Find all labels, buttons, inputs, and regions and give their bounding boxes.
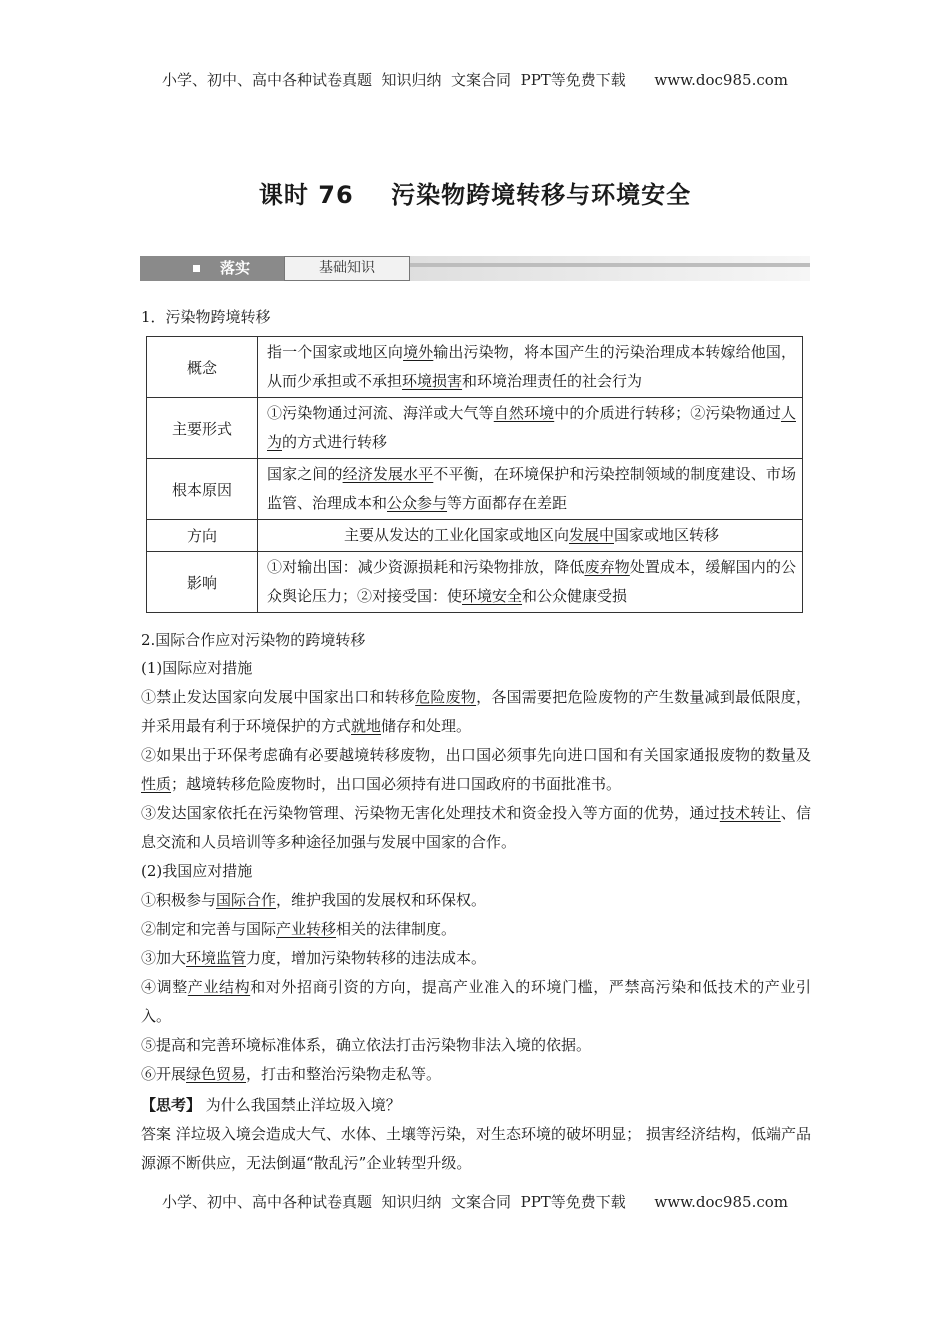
list-item — [141, 915, 811, 944]
list-item — [141, 1031, 811, 1060]
text-run: ⑤提高和完善环境标准体系，确立依法打击污染物非法入境的依据。 — [141, 1036, 592, 1054]
section2-heading: 2.国际合作应对污染物的跨境转移 — [141, 631, 366, 649]
row-key: 方向 — [147, 520, 258, 552]
text-run: ①污染物通过河流、海洋或大气等 — [267, 404, 494, 422]
text-run: 储存和处理。 — [381, 717, 472, 735]
think-block — [141, 1091, 811, 1178]
list-item — [141, 886, 811, 915]
row-key: 根本原因 — [147, 459, 258, 520]
text-run: 处置成本，缓解国内的公众舆论压力；②对接受国：使 — [267, 558, 796, 605]
answer-blank: 环境监管 — [186, 949, 247, 967]
text-run: ③发达国家依托在污染物管理、污染物无害化处理技术和资金投入等方面的优势，通过 — [141, 804, 720, 822]
section2-body — [141, 654, 811, 1089]
text-run: ①禁止发达国家向发展中国家出口和转移 — [141, 688, 416, 706]
answer-blank: 自然环境 — [493, 404, 555, 422]
text-run: ⑥开展 — [141, 1065, 187, 1083]
list-item — [141, 799, 811, 857]
answer-blank: 发展中 — [568, 526, 614, 544]
text-run: ②如果出于环保考虑确有必要越境转移废物，出口国必须事先向进口国和有关国家通报废物的数量及 — [141, 746, 811, 764]
page-header: 小学、初中、高中各种试卷真题 知识归纳 文案合同 PPT等免费下载 www.doc985.com — [161, 71, 788, 89]
text-run: 的方式进行转移 — [282, 433, 388, 451]
table-row — [147, 459, 803, 520]
section1-heading: 1．污染物跨境转移 — [141, 308, 271, 326]
text-run: 指一个国家或地区向 — [267, 343, 404, 361]
text-run: 和公众健康受损 — [522, 587, 628, 605]
banner-dark-tab — [140, 256, 284, 281]
answer-blank: 就地 — [351, 717, 382, 735]
list-item — [141, 973, 811, 1031]
text-run: 力度，增加污染物转移的违法成本。 — [246, 949, 487, 967]
row-value — [258, 552, 803, 613]
row-value — [258, 337, 803, 398]
row-key: 影响 — [147, 552, 258, 613]
think-question: 为什么我国禁止洋垃圾入境？ — [201, 1096, 401, 1114]
row-key: 概念 — [147, 337, 258, 398]
answer-blank: 废弃物 — [584, 558, 630, 576]
list-item — [141, 741, 811, 799]
text-run: 国家之间的 — [267, 465, 343, 483]
answer-label: 答案 — [141, 1125, 172, 1143]
row-key: 主要形式 — [147, 398, 258, 459]
page-title: 课时 76 污染物跨境转移与环境安全 — [258, 181, 692, 209]
text-run: ②制定和完善与国际 — [141, 920, 277, 938]
text-run: ，打击和整治污染物走私等。 — [246, 1065, 442, 1083]
text-run: ④调整 — [141, 978, 188, 996]
row-value — [258, 398, 803, 459]
text-run: 中的介质进行转移；②污染物通过 — [554, 404, 781, 422]
text-run: 和对外招商引资的方向，提高产业准入的环境门槛，严禁高污染和低技术的产业引入。 — [141, 978, 811, 1025]
text-run: (2)我国应对措施 — [141, 862, 253, 880]
text-run: ①积极参与 — [141, 891, 217, 909]
table-row — [147, 520, 803, 552]
table-row — [147, 398, 803, 459]
text-run: ③加大 — [141, 949, 187, 967]
page-footer: 小学、初中、高中各种试卷真题 知识归纳 文案合同 PPT等免费下载 www.doc985.com — [161, 1193, 788, 1211]
answer-blank: 绿色贸易 — [186, 1065, 247, 1083]
answer-blank: 性质 — [141, 775, 172, 793]
table-row — [147, 552, 803, 613]
answer-blank: 产业结构 — [187, 978, 251, 996]
answer-blank: 环境安全 — [462, 587, 523, 605]
answer-blank: 国际合作 — [216, 891, 277, 909]
answer-text: 洋垃圾入境会造成大气、水体、土壤等污染，对生态环境的破坏明显； 损害经济结构，低端产品源源不断供应，无法倒逼“散乱污”企业转型升级。 — [141, 1125, 811, 1172]
text-run: 国家或地区转移 — [614, 526, 720, 544]
row-value — [258, 459, 803, 520]
list-item — [141, 683, 811, 741]
table-row — [147, 337, 803, 398]
text-run: 、信息交流和人员培训等多种途径加强与发展中国家的合作。 — [141, 804, 811, 851]
text-run: ①对输出国：减少资源损耗和污染物排放，降低 — [267, 558, 585, 576]
answer-blank: 技术转让 — [719, 804, 781, 822]
answer-blank: 人为 — [267, 404, 796, 451]
text-run: 相关的法律制度。 — [336, 920, 457, 938]
text-run: 主要从发达的工业化国家或地区向 — [343, 526, 569, 544]
banner-strip — [410, 263, 810, 267]
banner-dark-label: 落实 — [220, 259, 251, 277]
text-run: 和环境治理责任的社会行为 — [462, 372, 643, 390]
list-item — [141, 944, 811, 973]
answer-blank: 环境损害 — [402, 372, 463, 390]
list-item — [141, 1060, 811, 1089]
answer-blank: 境外 — [403, 343, 434, 361]
text-run: ，各国需要把危险废物的产生数量减到最低限度，并采用最有利于环境保护的方式 — [141, 688, 811, 735]
text-run: 输出污染物，将本国产生的污染治理成本转嫁给他国，从而少承担或不承担 — [267, 343, 796, 390]
answer-blank: 公众参与 — [387, 494, 448, 512]
text-run: ，维护我国的发展权和环保权。 — [276, 891, 487, 909]
list-item — [141, 857, 811, 886]
text-run: 等方面都存在差距 — [447, 494, 568, 512]
answer-blank: 危险废物 — [415, 688, 477, 706]
section-banner — [140, 256, 810, 281]
think-label: 【思考】 — [141, 1096, 202, 1114]
text-run: ；越境转移危险废物时，出口国必须持有进口国政府的书面批准书。 — [171, 775, 622, 793]
square-bullet-icon — [193, 265, 200, 272]
concept-table — [146, 336, 803, 613]
answer-blank: 经济发展水平 — [342, 465, 434, 483]
answer-blank: 产业转移 — [276, 920, 337, 938]
text-run: 不平衡，在环境保护和污染控制领域的制度建设、市场监管、治理成本和 — [267, 465, 796, 512]
list-item — [141, 654, 811, 683]
text-run: (1)国际应对措施 — [141, 659, 253, 677]
row-value — [258, 520, 803, 552]
banner-light-label: 基础知识 — [284, 256, 410, 281]
